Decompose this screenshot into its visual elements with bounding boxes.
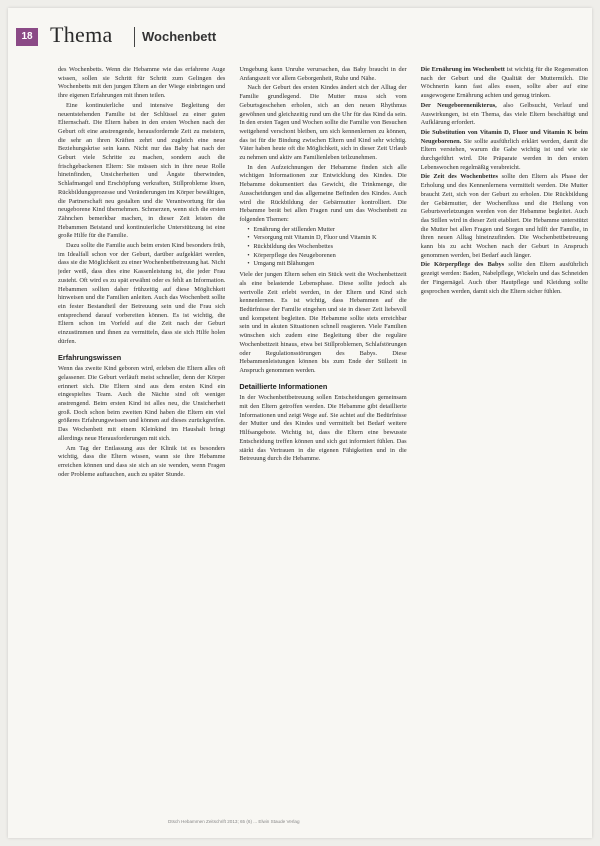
page-footer: Dtsch Hebammen Zeitschrift 2013; 65 (6) ... Elwin Staude Verlag [168,819,300,824]
paragraph: Viele der jungen Eltern sehen ein Stück weit die Wochenbettzeit als eine belastende Lebensphase. Diese sollte jedoch als wertvolle Zeit erlebt werden, in der Eltern und Kind sich kennenlernen. Es ist wichtig, dass Hebammen auf die Bedürfnisse der Familie eingehen und sie in dieser Zeit liebevoll und kompetent begleiten. Die Hebamme sollte stets erreichbar sein und in akuten Situationen schnell reagieren. Viele Familien wünschen sich zudem eine Begleitung über die reguläre Wochenbettzeit hinaus, etwa bei Stillproblemen, Schlafstörungen oder Regulationsstörungen des Babys. Diese Hebammenleistungen können bis zum Ende der Stillzeit in Anspruch genommen werden. [239,271,407,374]
paragraph [421,66,588,101]
paragraph-body: ist wichtig für die Regeneration nach der Geburt und die Qualität der Muttermilch. Die Wöchnerin kann fast alles essen, sollte aber auf eine ausgewogene Ernährung achten und genug trinken. [420,66,588,100]
paragraph-body: also Gelbsucht, Verlauf und Auswirkungen, ist ein Thema, das viele Eltern beschäftigt und Aufklärung erfordert. [420,101,588,127]
lead-phrase: Die Körperpflege des Babys [420,261,505,269]
paragraph [421,102,588,128]
list-item: • Rückbildung des Wochenbettes [247,243,406,252]
title-divider [134,27,135,47]
column-3 [421,66,588,796]
paragraph-body: sollte den Eltern als Phase der Erholung und des Kennenlernens vermittelt werden. Die Mutter braucht Zeit, sich von der Geburt zu erholen. Die Rückbildung der Gebärmutter, der Wochenfluss und die Heilung von Geburtsverletzungen werden von der Hebamme begleitet. Auch das Stillen wird in dieser Zeit etabliert. Die Hebamme unterstützt die Mutter bei allen Fragen und Sorgen und hilft der Familie, in ihren neuen Alltag hineinzufinden. Die Wochenbettbetreuung kann bis zu acht Wochen nach der Geburt in Anspruch genommen werden, bei Bedarf auch länger. [420,173,588,259]
list-item: • Ernährung der stillenden Mutter [247,226,406,235]
paragraph: In den Aufzeichnungen der Hebamme finden sich alle wichtigen Informationen zur Entwicklung des Kindes. Die Hebamme dokumentiert das Gewicht, die Trinkmenge, die Ausscheidungen und das allgemeine Befinden des Kindes. Auch wird die Rückbildung der Gebärmutter kontrolliert. Die Hebamme berät bei allen Fragen rund um das Wochenbett zu folgenden Themen: [239,163,407,223]
lead-phrase: Die Zeit des Wochenbettes [420,173,498,181]
paragraph: Am Tag der Entlassung aus der Klinik ist es besonders wichtig, dass die Eltern wissen, wann sie ihre Hebamme erreichen können und dass sie sich an sie wenden, wenn Fragen oder Probleme auftauchen, auch zu später Stunde. [58,444,226,478]
magazine-page [8,8,592,838]
paragraph: des Wochenbetts. Wenn die Hebamme wie das erfahrene Auge wissen, sollen sie Schritt für Schritt zum Gelingen des Wochenbetts mit den jungen Eltern an der Wiege einbringen und ihre eigenen Erfahrungen mit ihnen teilen. [58,66,226,100]
article-columns [58,66,588,796]
paragraph: Nach der Geburt des ersten Kindes ändert sich der Alltag der Familie grundlegend. Die Mutter muss sich vom Geburtsgeschehen erholen, sich an den neuen Rhythmus gewöhnen und gleichzeitig rund um die Uhr für das Kind da sein. In den ersten Tagen und Wochen sollte die Familie von Besuchen weitgehend verschont bleiben, um sich kennenlernen zu können, das ist für die Bindung zwischen Eltern und Kind sehr wichtig. Väter haben heute oft die Möglichkeit, sich in dieser Zeit Urlaub zu nehmen und aktiv am Familienleben teilzunehmen. [239,84,407,162]
subheading-erfahrungswissen: Erfahrungswissen [58,352,122,362]
paragraph: Eine kontinuierliche und intensive Begleitung der neuentstehenden Familie ist der Schlüssel zu einer guten Elternschaft. Die Eltern haben in den ersten Wochen nach der Geburt oft eine anstrengende, herausfordernde Zeit zu meistern, die sehr an ihren Kräften zehrt und zugleich eine neue Beziehungskrise sein kann. Nicht nur das Baby hat nach der Geburt viele Schritte zu machen, sondern auch die frischgebackenen Eltern: Sie müssen sich in ihre neue Rolle hineinfinden, Unsicherheiten und Ängste überwinden, Schlafmangel und Erschöpfung verkraften, Stillprobleme lösen, Rückbildungsprozesse und Veränderungen im Körper bewältigen, die Partnerschaft neu gestalten und die Verantwortung für das neugeborene Kind übernehmen. Schmerzen, wenn sich die ersten Zähnchen bemerkbar machen, in dieser Zeit leisten die Hebammen Beistand und kontinuierliche Unterstützung ist eine große Hilfe für die Familie. [58,101,226,240]
column-2 [239,66,406,796]
paragraph-body: sollte den Eltern ausführlich gezeigt werden: Baden, Nabelpflege, Wickeln und das Schneiden der Fingernägel. Auch über Hautpflege und Kleidung sollte gesprochen werden, damit sich die Eltern sicher fühlen. [420,261,588,295]
lead-phrase: Die Substitution von Vitamin D, Fluor und Vitamin K beim Neugeborenen. [420,128,588,145]
column-1 [58,66,225,796]
paragraph [421,173,588,260]
paragraph [421,261,588,296]
paragraph: Wenn das zweite Kind geboren wird, erleben die Eltern alles oft gelassener. Die Geburt verläuft meist schneller, denn der Körper erinnert sich. Die Eltern sind aus dem ersten Kind ein eingespieltes Team. Auch die Nächte sind oft weniger anstrengend. Beim ersten Kind ist alles neu, die Unsicherheit groß. Doch schon beim zweiten Kind haben die Eltern ein viel größeres Erfahrungswissen und können auf dieses zurückgreifen. Das Wochenbett mit einem Kleinkind im Haushalt bringt allerdings neue Herausforderungen mit sich. [58,365,226,442]
section-subtitle: Wochenbett [142,29,217,44]
page-header [8,22,592,50]
subheading-detaillierte-informationen: Detaillierte Informationen [239,381,328,391]
list-item: • Versorgung mit Vitamin D, Fluor und Vitamin K [247,234,406,243]
topic-list [239,226,406,270]
page-number: 18 [16,28,38,46]
section-title: Thema [50,22,113,47]
paragraph [421,129,588,173]
paragraph: Umgebung kann Unruhe verursachen, das Baby braucht in der Anfangszeit vor allem Geborgenheit, Ruhe und Nähe. [239,66,407,82]
lead-phrase: Die Ernährung im Wochenbett [420,66,505,73]
list-item: • Körperpflege des Neugeborenen [247,252,406,261]
paragraph: In der Wochenbettbetreuung sollen Entscheidungen gemeinsam mit den Eltern getroffen werden. Die Hebamme gibt detaillierte Informationen und zeigt Wege auf. Sie achtet auf die Bedürfnisse der Mutter und des Kindes und vermittelt bei Bedarf weitere Hilfsangebote. Wichtig ist, dass die Eltern eine bewusste Entscheidung treffen können und sich gut informiert fühlen. Das stärkt das Vertrauen in die eigenen Fähigkeiten und in die Betreuung durch die Hebamme. [239,394,407,463]
paragraph-body: Sie sollte ausführlich erklärt werden, damit die Eltern verstehen, warum die Gabe wichtig ist und wie sie durchgeführt wird. Die Präparate werden in den ersten Lebenswochen regelmäßig verabreicht. [420,137,588,171]
list-item: • Umgang mit Blähungen [247,260,406,269]
paragraph: Dazu sollte die Familie auch beim ersten Kind besonders früh, im Idealfall schon vor der Geburt, darüber aufgeklärt werden, dass sie die Möglichkeit zu einer Wochenbettbetreuung hat. Nicht jeder weiß, dass dies eine Kassenleistung ist, die jeder Frau zusteht. Oft wird es zu spät erwähnt oder es fehlt an Information. Hebammen sollten daher frühzeitig auf diese Möglichkeit hinweisen und die Familien anleiten. Auch das Wochenbett sollte ein fester Bestandteil der Betreuung sein und die Frau sich entsprechend darauf vorbereiten können. Es ist wichtig, die Eltern schon im Vorfeld auf die Zeit nach der Geburt einzustimmen und ihnen zu vermitteln, dass sie sich Hilfe holen dürfen. [58,242,226,345]
lead-phrase: Der Neugeborenenikterus, [420,101,497,109]
